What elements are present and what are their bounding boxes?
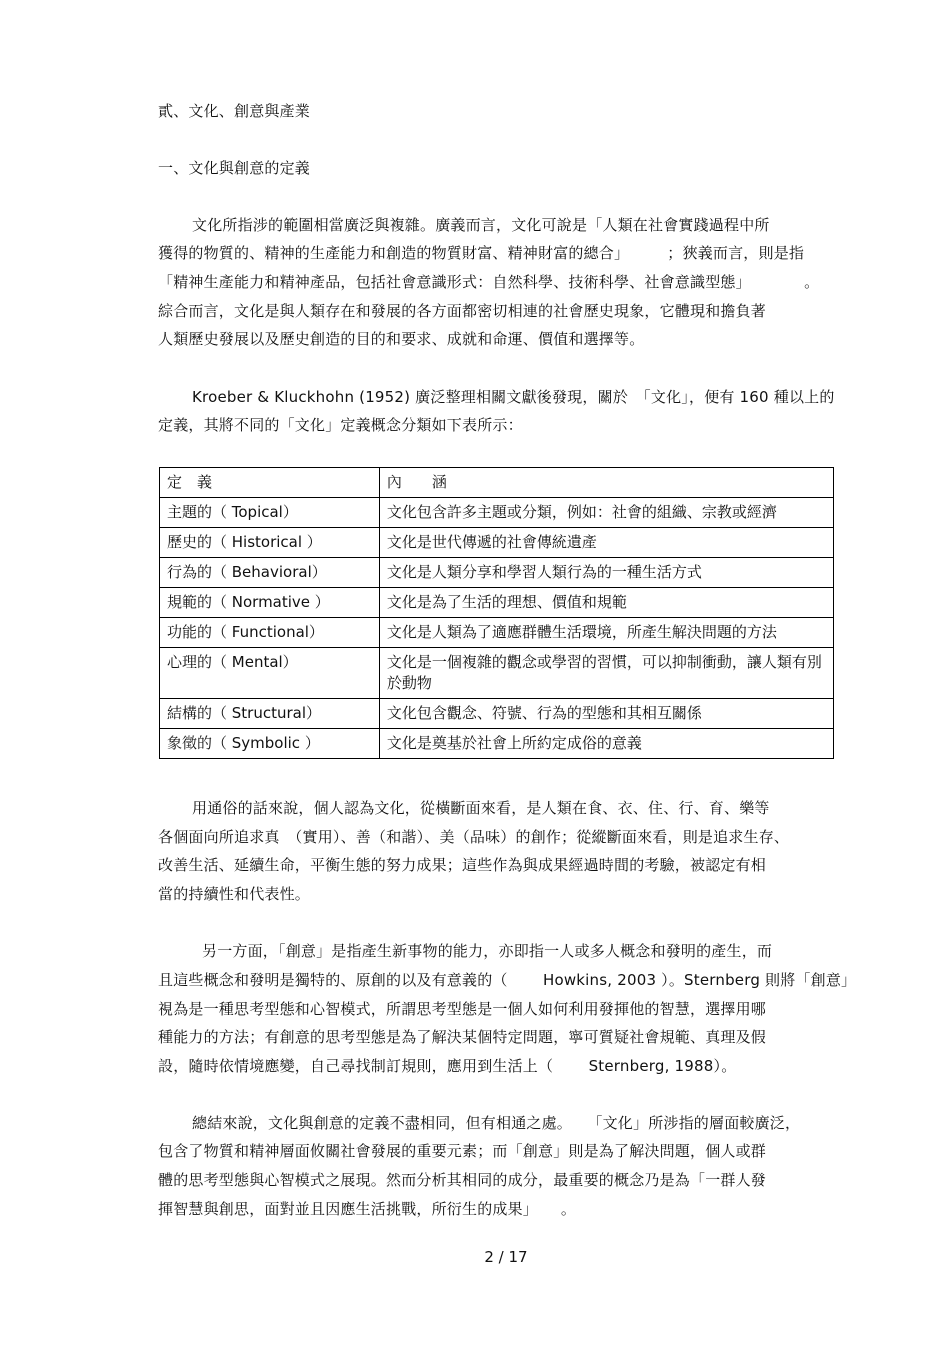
table-cell: 心理的（ Mental） — [160, 648, 380, 699]
paragraph-line: 「精神生產能力和精神產品，包括社會意識形式：自然科學、技術科學、社會意識型態」 。 — [158, 273, 820, 291]
table-row — [160, 729, 834, 759]
table-cell: 功能的（ Functional） — [160, 618, 380, 648]
table-header-cell: 內 涵 — [379, 468, 833, 498]
table-header-cell: 定 義 — [160, 468, 380, 498]
definition-table — [159, 467, 834, 759]
paragraph-line: 體的思考型態與心智模式之展現。然而分析其相同的成分，最重要的概念乃是為「一群人發 — [158, 1171, 767, 1189]
paragraph-line: 且這些概念和發明是獨特的、原創的以及有意義的（ Howkins, 2003 ）。Sternberg 則將「創意」 — [158, 971, 857, 989]
table-cell: 行為的（ Behavioral） — [160, 558, 380, 588]
paragraph-line: 揮智慧與創思，面對並且因應生活挑戰，所衍生的成果」 。 — [158, 1200, 577, 1218]
table-cell: 文化包含觀念、符號、行為的型態和其相互關係 — [379, 699, 833, 729]
paragraph-line: 定義，其將不同的「文化」定義概念分類如下表所示： — [158, 416, 523, 434]
paragraph-line: 文化所指涉的範圍相當廣泛與複雜。廣義而言，文化可說是「人類在社會實踐過程中所 — [192, 216, 770, 234]
table-row — [160, 498, 834, 528]
table-row — [160, 528, 834, 558]
section-heading: 貳、文化、創意與產業 — [158, 102, 311, 120]
table-cell: 文化是世代傳遞的社會傳統遺產 — [379, 528, 833, 558]
table-cell: 文化是人類為了適應群體生活環境，所產生解決問題的方法 — [379, 618, 833, 648]
paragraph-line: 獲得的物質的、精神的生產能力和創造的物質財富、精神財富的總合」 ；狹義而言，則是指 — [158, 244, 805, 262]
table-header-row — [160, 468, 834, 498]
page-number: 2 / 17 — [484, 1248, 528, 1266]
table-row — [160, 699, 834, 729]
table-cell: 規範的（ Normative ） — [160, 588, 380, 618]
table-row — [160, 558, 834, 588]
table-cell: 歷史的（ Historical ） — [160, 528, 380, 558]
table-cell: 象徵的（ Symbolic ） — [160, 729, 380, 759]
paragraph-line: 綜合而言，文化是與人類存在和發展的各方面都密切相連的社會歷史現象，它體現和擔負著 — [158, 302, 767, 320]
table-cell: 文化是人類分享和學習人類行為的一種生活方式 — [379, 558, 833, 588]
paragraph-line: 改善生活、延續生命，平衡生態的努力成果；這些作為與成果經過時間的考驗，被認定有相 — [158, 856, 767, 874]
table-cell: 文化是為了生活的理想、價值和規範 — [379, 588, 833, 618]
table-cell: 主題的（ Topical） — [160, 498, 380, 528]
paragraph-line: 總結來說，文化與創意的定義不盡相同，但有相通之處。 「文化」所涉指的層面較廣泛， — [192, 1114, 801, 1132]
paragraph-line: 當的持續性和代表性。 — [158, 885, 311, 903]
paragraph-line: 設，隨時依情境應變，自己尋找制訂規則，應用到生活上（ Sternberg, 1988）。 — [158, 1057, 737, 1075]
paragraph-line: 另一方面，「創意」是指產生新事物的能力，亦即指一人或多人概念和發明的產生，而 — [202, 942, 773, 960]
paragraph-line: 種能力的方法；有創意的思考型態是為了解決某個特定問題，寧可質疑社會規範、真理及假 — [158, 1028, 767, 1046]
table-cell: 文化是一個複雜的觀念或學習的習慣，可以抑制衝動，讓人類有別於動物 — [379, 648, 833, 699]
table-cell: 結構的（ Structural） — [160, 699, 380, 729]
paragraph-line: 人類歷史發展以及歷史創造的目的和要求、成就和命運、價值和選擇等。 — [158, 330, 645, 348]
paragraph-line: 包含了物質和精神層面攸關社會發展的重要元素；而「創意」則是為了解決問題，個人或群 — [158, 1142, 767, 1160]
table-row — [160, 648, 834, 699]
table-cell: 文化是奠基於社會上所約定成俗的意義 — [379, 729, 833, 759]
table-row — [160, 588, 834, 618]
paragraph-line: 用通俗的話來說，個人認為文化，從橫斷面來看，是人類在食、衣、住、行、育、樂等 — [192, 799, 770, 817]
subsection-heading: 一、文化與創意的定義 — [158, 159, 311, 177]
paragraph-line: Kroeber & Kluckhohn (1952) 廣泛整理相關文獻後發現，關於 「文化」，便有 160 種以上的 — [192, 388, 835, 406]
paragraph-line: 視為是一種思考型態和心智模式，所謂思考型態是一個人如何利用發揮他的智慧，選擇用哪 — [158, 1000, 767, 1018]
table-row — [160, 618, 834, 648]
table-cell: 文化包含許多主題或分類，例如：社會的組織、宗教或經濟 — [379, 498, 833, 528]
paragraph-line: 各個面向所追求真 （實用）、善（和諧）、美（品味）的創作；從縱斷面來看，則是追求生存、 — [158, 828, 790, 846]
